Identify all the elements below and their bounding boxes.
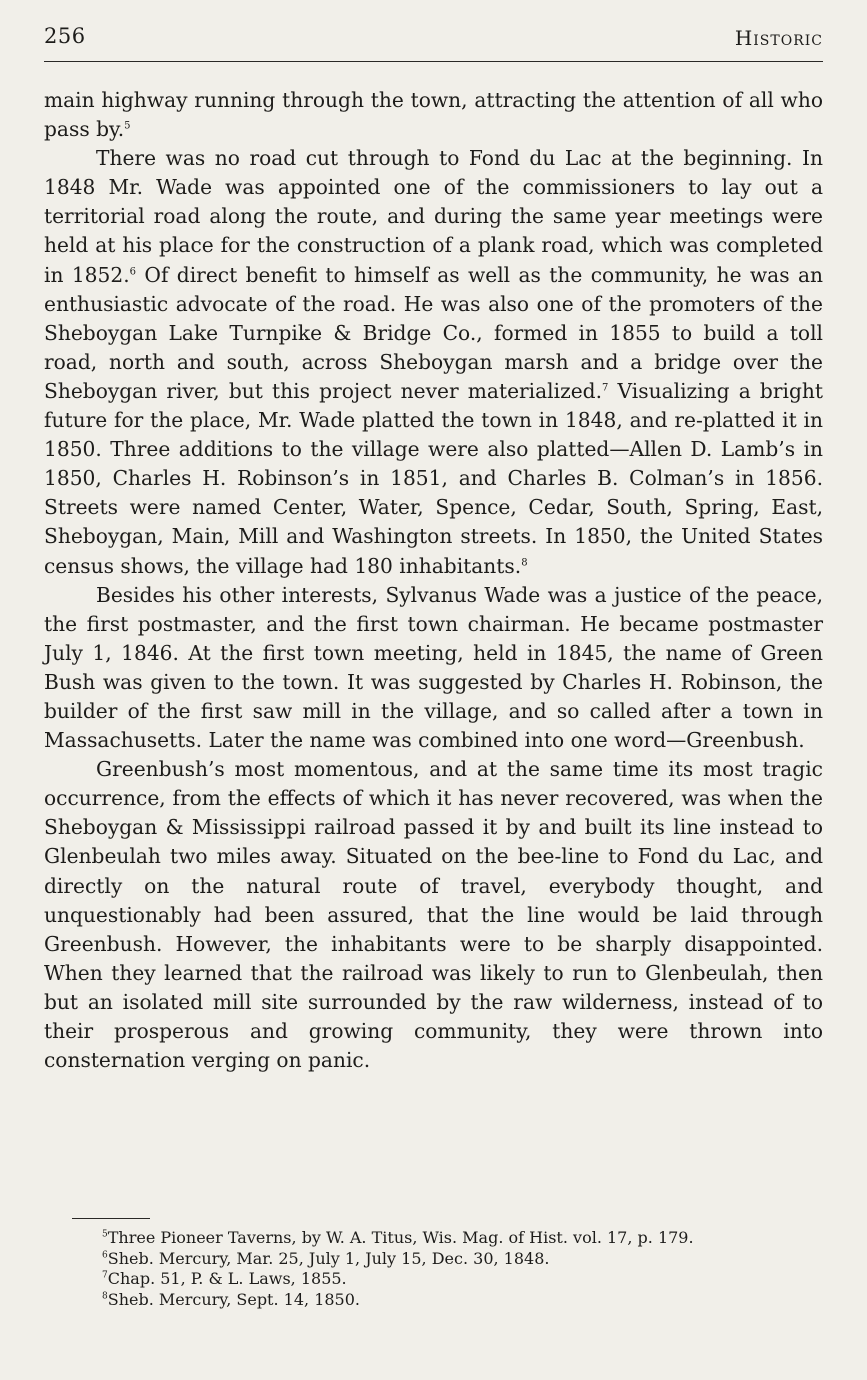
footnote <box>44 1249 823 1270</box>
footnote-mark: 7 <box>102 1270 108 1281</box>
footnote-reference[interactable]: 7 <box>602 382 609 394</box>
paragraph <box>44 581 823 756</box>
footnote-mark: 6 <box>102 1250 108 1261</box>
paragraph <box>44 755 823 1075</box>
header-rule <box>44 61 823 62</box>
footnote-text: Chap. 51, P. & L. Laws, 1855. <box>107 1269 347 1288</box>
footnote-reference[interactable]: 6 <box>129 265 137 277</box>
body-text <box>44 86 823 1075</box>
footnote <box>44 1228 823 1249</box>
paragraph-text: Besides his other interests, Sylvanus Wade was a justice of the peace, the first postmaster, and the first town chairman. He became postmaster July 1, 1846. At the first town meeting, held in 1845, the name of Green Bush was given to the town. It was suggested by Charles H. Robinson, the builder of the first saw mill in the village, and so called after a town in Massachusetts. Later the name was combined into one word—Greenbush. <box>44 582 823 753</box>
footnote-rule <box>72 1218 150 1219</box>
footnote-mark: 5 <box>102 1229 108 1240</box>
paragraph-text: main highway running through the town, attracting the attention of all who pass by. <box>44 88 823 142</box>
page-number: 256 <box>44 24 86 48</box>
footnote-text: Sheb. Mercury, Mar. 25, July 1, July 15, Dec. 30, 1848. <box>107 1248 550 1268</box>
footnote-mark: 8 <box>102 1291 108 1302</box>
footnote-reference[interactable]: 8 <box>521 556 528 568</box>
page-header <box>44 24 823 54</box>
footnotes <box>44 1228 823 1310</box>
paragraph <box>44 86 823 144</box>
footnote-reference[interactable]: 5 <box>124 120 131 132</box>
paragraph <box>44 144 823 580</box>
footnote <box>44 1290 823 1311</box>
footnote-text: Sheb. Mercury, Sept. 14, 1850. <box>107 1289 360 1309</box>
paragraph-text: Greenbush’s most momentous, and at the same time its most tragic occurrence, from the effects of which it has never recovered, was when the Sheboygan & Mississippi railroad passed it by and built its line instead to Glenbeulah two miles away. Situated on the bee-line to Fond du Lac, and directly on the natural route of travel, everybody thought, and unquestionably had been assured, that the line would be laid through Greenbush. However, the inhabitants were to be sharply disappointed. When they learned that the railroad was likely to run to Glenbeulah, then but an isolated mill site surrounded by the raw wilderness, instead of to their prosperous and growing community, they were thrown into consternation verging on panic. <box>44 757 823 1073</box>
paragraph-text: There was no road cut through to Fond du Lac at the beginning. In 1848 Mr. Wade was appointed one of the commissioners to lay out a territorial road along the route, and during the same year meetings were held at his place for the construction of a plank road, which was completed in 1852. <box>44 146 823 287</box>
paragraph-text: Visualizing a bright future for the place, Mr. Wade platted the town in 1848, and re-platted it in 1850. Three additions to the village were also platted—Allen D. Lamb’s in 1850, Charles H. Robinson’s in 1851, and Charles B. Colman’s in 1856. Streets were named Center, Water, Spence, Cedar, South, Spring, East, Sheboygan, Main, Mill and Washington streets. In 1850, the United States census shows, the village had 180 inhabitants. <box>44 378 823 578</box>
footnote <box>44 1269 823 1290</box>
footnote-text: Three Pioneer Taverns, by W. A. Titus, Wis. Mag. of Hist. vol. 17, p. 179. <box>107 1228 694 1247</box>
running-head: Historic <box>734 26 823 50</box>
paragraph-text: Of direct benefit to himself as well as the community, he was an enthusiastic advocate of the road. He was also one of the promoters of the Sheboygan Lake Turnpike & Bridge Co., formed in 1855 to build a toll road, north and south, across Sheboygan marsh and a bridge over the Sheboygan river, but this project never materialized. <box>44 262 823 403</box>
